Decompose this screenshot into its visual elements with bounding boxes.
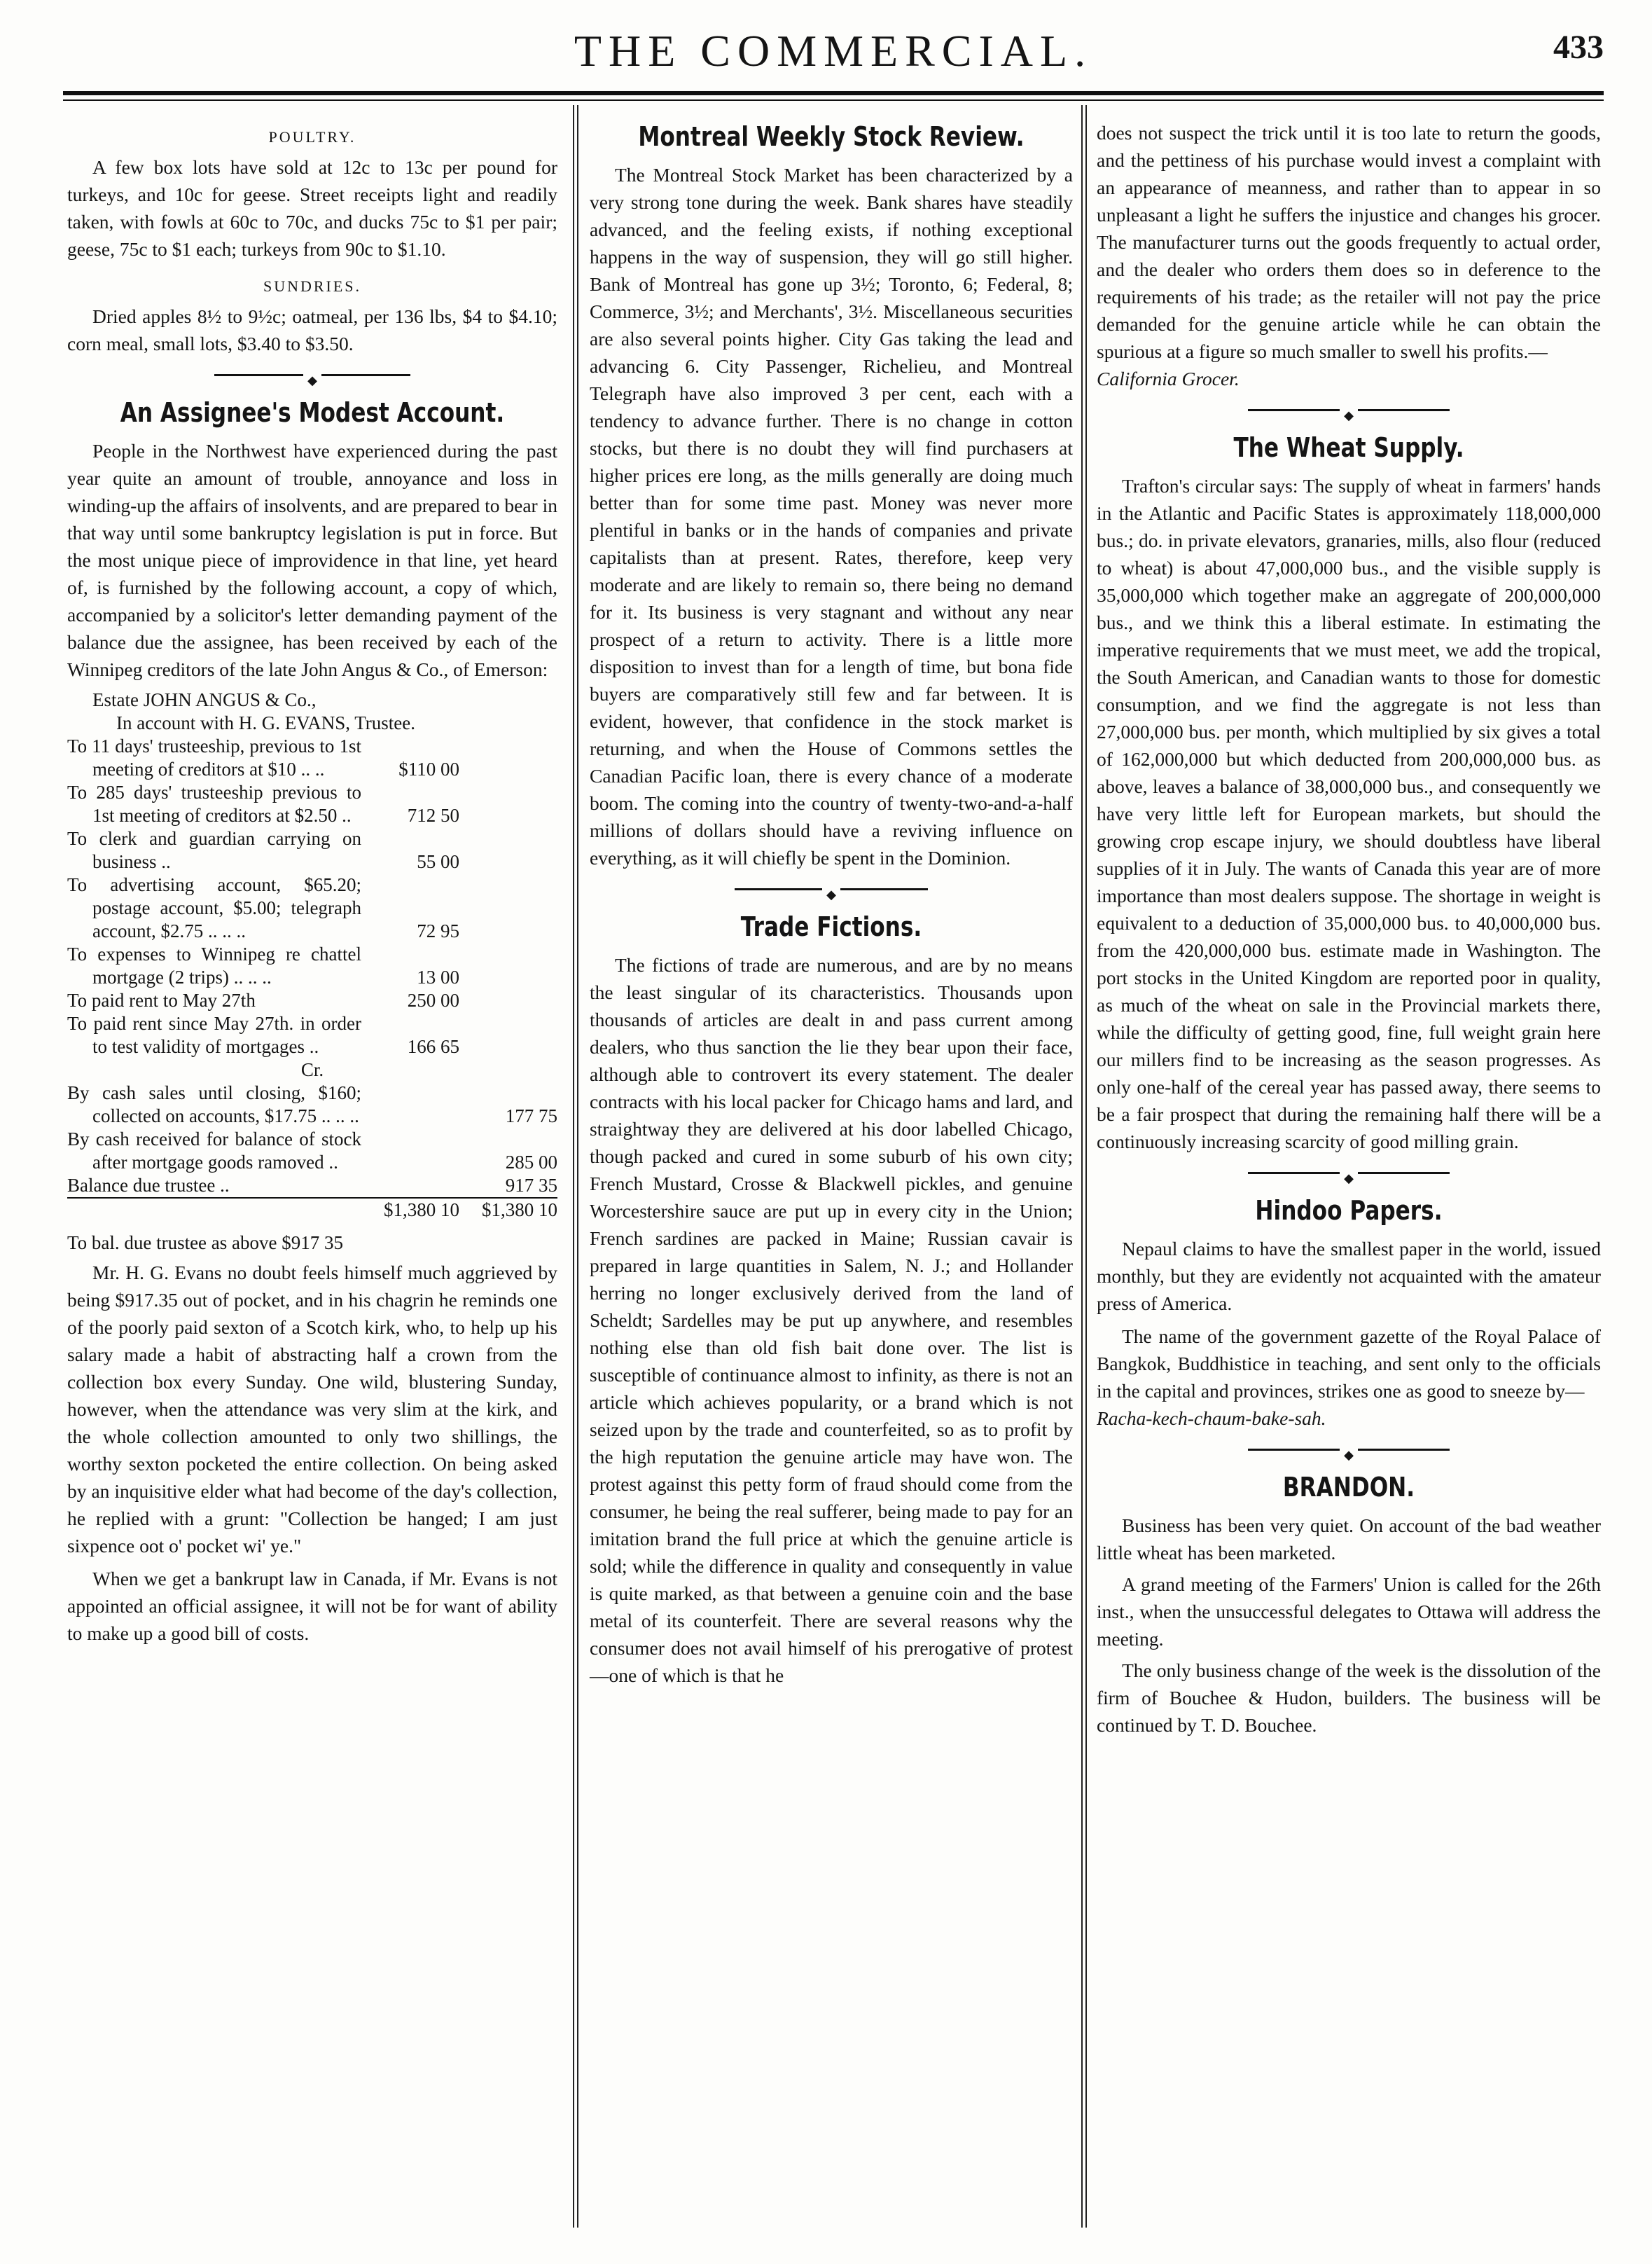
- poultry-paragraph: A few box lots have sold at 12c to 13c per pound for turkeys, and 10c for geese. Street receipts light and readily taken, with fowls at 60c to 70c, and ducks 75c to $1 per pair; geese, 75c to $1 each; turkeys from 90c to $1.10.: [67, 156, 557, 260]
- hindoo-paragraph-1: Nepaul claims to have the smallest paper in the world, issued monthly, but they are evidently not acquainted with the amateur press of America.: [1097, 1238, 1601, 1314]
- account-row-label: By cash sales until closing, $160; collected on accounts, $17.75 .. .. ..: [67, 1082, 361, 1126]
- account-row: [67, 943, 557, 989]
- account-row-credit: [459, 781, 557, 827]
- account-row-credit: 917 35: [505, 1175, 557, 1196]
- account-row-debit: 712 50: [407, 805, 459, 826]
- account-row-credit: [459, 827, 557, 874]
- account-row-label: To paid rent to May 27th: [67, 990, 256, 1011]
- account-table: [67, 735, 557, 1222]
- section-ornament: ◆: [590, 878, 1073, 899]
- newspaper-title: THE COMMERCIAL.: [574, 26, 1093, 76]
- column-3: [1097, 119, 1601, 1739]
- account-row-label: To 285 days' trusteeship previous to 1st meeting of creditors at $2.50 ..: [67, 782, 361, 826]
- section-ornament: ◆: [67, 364, 557, 385]
- section-ornament: ◆: [1097, 399, 1601, 420]
- stock-review-paragraph: The Montreal Stock Market has been characterized by a very strong tone during the week. Bank shares have steadily advanced, and the feeling exists, if nothing exceptional happens in the way of suspension, they will go still higher. Bank of Montreal has gone up 3½; Toronto, 6; Federal, 8; Commerce, 3½; and Merchants', 3½. Miscellaneous securities are also several points higher. City Gas taking the lead and advancing 6. City Passenger, Richelieu, and Montreal Telegraph have also improved 3 per cent, each with a tendency to advance further. There is no change in cotton stocks, but there is no doubt they will find purchasers at higher prices ere long, as the mills generally are doing much better than for some time past. Money was never more plentiful in banks or in the hands of companies and private capitalists than at present. Rates, therefore, keep very moderate and are likely to remain so, there being no demand for it. Its business is very stagnant and without any near prospect of a return to activity. There is a little more disposition to invest than for a length of time, but bona fide buyers are comparatively still few and far between. It is evident, however, that confidence in the stock market is returning, and when the House of Commons settles the Canadian Pacific loan, there is every chance of a moderate boom. The coming into the country of twenty-two-and-a-half millions of dollars should have a reviving influence on everything, as it will chiefly be spent in the Dominion.: [590, 164, 1073, 869]
- section-ornament: ◆: [1097, 1162, 1601, 1183]
- account-row-credit: 177 75: [505, 1105, 557, 1126]
- assignee-paragraph-3: When we get a bankrupt law in Canada, if Mr. Evans is not appointed an official assignee, it will not be for want of ability to make up a good bill of costs.: [67, 1568, 557, 1644]
- account-credit-label: Cr.: [300, 1059, 324, 1080]
- account-row-credit: [459, 943, 557, 989]
- account-row-label: To expenses to Winnipeg re chattel mortgage (2 trips) .. .. ..: [67, 944, 361, 988]
- account-row-label: Balance due trustee ..: [67, 1175, 230, 1196]
- account-row-debit: [361, 1082, 459, 1128]
- column-divider: [1085, 105, 1087, 2228]
- article-headline-stock-review: Montreal Weekly Stock Review.: [638, 121, 1025, 152]
- article-headline-brandon: BRANDON.: [1282, 1472, 1415, 1503]
- brandon-paragraph-1: Business has been very quiet. On account of the bad weather little wheat has been marketed.: [1097, 1514, 1601, 1564]
- assignee-paragraph-1: People in the Northwest have experienced during the past year quite an amount of trouble, annoyance and loss in winding-up the affairs of insolvents, and are prepared to bear in that way until some bankruptcy legislation is put in force. But the most unique piece of improvidence in that line, yet heard of, is furnished by the following account, a copy of which, accompanied by a solicitor's letter demanding payment of the balance due the assignee, has been received by each of the Winnipeg creditors of the late John Angus & Co., of Emerson:: [67, 440, 557, 680]
- trade-fictions-paragraph: The fictions of trade are numerous, and are by no means the least singular of its characteristics. Thousands upon thousands of articles are dealt in and pass current among dealers, who thus sanction the lie they bear upon their face, although able to controvert its every statement. The dealer contracts with his local packer for Chicago hams and lard, and straightway they are delivered at his door labelled Chicago, though packed and cured in some suburb of his own city; French Mustard, Crosse & Blackwell pickles, and genuine Worcestershire sauce are put up in every city in the Union; French sardines are packed in Maine; Russian cavair is prepared in large quantities in Salem, N. J.; and Hollander herring no longer exclusively derived from the land of Scheldt; Sardelles may be put up anywhere, and resembles nothing else than old fish bait done over. The list is susceptible of continuance almost to infinity, as there is not an article which achieves popularity, or a brand which is not seized upon by the trade and counterfeited, so as to profit by the high reputation the genuine article may have won. The protest against this petty form of fraud should come from the consumer, he being the real sufferer, being made to pay for an imitation brand the full price at which the genuine article is sold; while the difference in quality and consequently in value is quite marked, as that between a genuine coin and the base metal of its counterfeit. There are several reasons why the consumer does not avail himself of his prerogative of protest—one of which is that he: [590, 954, 1073, 1686]
- assignee-paragraph-2: Mr. H. G. Evans no doubt feels himself much aggrieved by being $917.35 out of pocket, and in his chagrin he reminds one of the poorly paid sexton of a Scotch kirk, who, to help up his salary made a habit of abstracting half a crown from the collection box every Sunday. One wild, blustering Sunday, however, when the attendance was very slim at the kirk, and the whole collection amounted to only two shillings, the worthy sexton pocketed the entire collection. On being asked by an inquisitive elder what had become of the day's collection, he replied with a grunt: "Collection be hanged; I am just sixpence oot o' pocket wi' ye.": [67, 1262, 557, 1556]
- article-headline-wheat-supply: The Wheat Supply.: [1233, 432, 1464, 463]
- account-row-debit: 166 65: [407, 1036, 459, 1057]
- page-number: 433: [1553, 29, 1604, 66]
- trade-fictions-source: California Grocer.: [1097, 368, 1240, 389]
- account-total-debit: $1,380 10: [361, 1198, 459, 1222]
- account-total-row: [67, 1198, 557, 1222]
- section-subhead-poultry: POULTRY.: [268, 128, 356, 146]
- account-row-label: To advertising account, $65.20; postage account, $5.00; telegraph account, $2.75 .. .. ..: [67, 874, 361, 941]
- account-row-credit: 285 00: [505, 1152, 557, 1173]
- account-header-trustee: In account with H. G. EVANS, Trustee.: [116, 712, 415, 733]
- account-row-debit: 55 00: [417, 851, 459, 872]
- column-1: [67, 119, 557, 1647]
- account-row: [67, 1174, 557, 1198]
- brandon-paragraph-3: The only business change of the week is the dissolution of the firm of Bouchee & Hudon, builders. The business will be continued by T. D. Bouchee.: [1097, 1659, 1601, 1736]
- trade-fictions-continued: does not suspect the trick until it is too late to return the goods, and the pettiness of his purchase would invest a complaint with an appearance of meanness, and rather than to appear in so unpleasant a light he suffers the injustice and changes his grocer. The manufacturer turns out the goods frequently to actual order, and the dealer who orders them does so in deference to the requirements of his trade; as the retailer will not pay the price demanded for the genuine article while he can obtain the spurious at a figure so much smaller to swell his profits.—: [1097, 122, 1601, 362]
- column-divider: [577, 105, 578, 2228]
- account-row: [67, 1128, 557, 1174]
- hindoo-gazette-name: Racha-kech-chaum-bake-sah.: [1097, 1407, 1326, 1429]
- masthead-rule: [63, 91, 1604, 95]
- article-headline-assignee: An Assignee's Modest Account.: [120, 397, 505, 428]
- article-headline-hindoo-papers: Hindoo Papers.: [1255, 1195, 1443, 1226]
- account-balance-line: To bal. due trustee as above $917 35: [67, 1232, 344, 1253]
- account-statement: [67, 689, 557, 1255]
- brandon-paragraph-2: A grand meeting of the Farmers' Union is called for the 26th inst., when the unsuccessful delegates to Ottawa will address the meeting.: [1097, 1573, 1601, 1650]
- account-row: [67, 989, 557, 1012]
- account-row-credit: [459, 735, 557, 781]
- hindoo-paragraph-2: The name of the government gazette of the Royal Palace of Bangkok, Buddhistice in teaching, and sent only to the officials in the capital and provinces, strikes one as good to sneeze by—: [1097, 1325, 1601, 1402]
- account-row-debit: [361, 1174, 459, 1198]
- sundries-paragraph: Dried apples 8½ to 9½c; oatmeal, per 136 lbs, $4 to $4.10; corn meal, small lots, $3.40 to $3.50.: [67, 305, 557, 354]
- account-row-label: By cash received for balance of stock after mortgage goods ramoved ..: [67, 1128, 361, 1173]
- article-headline-trade-fictions: Trade Fictions.: [740, 911, 922, 942]
- account-total-credit: $1,380 10: [459, 1198, 557, 1222]
- account-row: [67, 735, 557, 781]
- account-row-credit: [459, 989, 557, 1012]
- account-row-debit: 72 95: [417, 920, 459, 941]
- column-divider: [1081, 105, 1083, 2228]
- account-row: [67, 827, 557, 874]
- account-row-debit: $110 00: [398, 759, 459, 780]
- account-row-debit: [361, 1128, 459, 1174]
- account-row: [67, 1082, 557, 1128]
- account-header-estate: Estate JOHN ANGUS & Co.,: [92, 689, 317, 710]
- masthead-rule-thin: [63, 99, 1604, 101]
- wheat-supply-paragraph: Trafton's circular says: The supply of wheat in farmers' hands in the Atlantic and Pacific States is approximately 118,000,000 bus.; do. in private elevators, granaries, mills, also flour (reduced to wheat) is about 47,000,000 bus., and the visible supply is 35,000,000 which together make an aggregate of 200,000,000 bus., and we think this a liberal estimate. In estimating the imperative requirements that we must meet, we add the tropical, the South American, and Canadian wants to those for domestic consumption, and we find the aggregate is not less than 27,000,000 bus. per month, which multiplied by six gives a total of 162,000,000 but which deducted from 200,000,000 bus. as above, leaves a balance of 38,000,000 bus., and consequently we have very little left for European markets, but should the growing crop escape injury, we should doubtless have liberal supplies of it in July. The wants of Canada this year are of more importance than most dealers suppose. The shortage in weight is equivalent to a deduction of 35,000,000 bus. to 40,000,000 bus. from the 420,000,000 bus. estimate made in Washington. The port stocks in the United Kingdom are reported poor in quality, as much of the wheat on sale in the Provincial markets there, while the difficulty of getting good, fine, full weight grain here our millers find to be increasing as the season progresses. As only one-half of the cereal year has passed away, there seems to be a fair prospect that during the remaining half there will be a continuously increasing scarcity of good milling grain.: [1097, 475, 1601, 1152]
- account-row-label: To paid rent since May 27th. in order to test validity of mortgages ..: [67, 1013, 361, 1057]
- section-ornament: ◆: [1097, 1439, 1601, 1460]
- column-divider: [573, 105, 574, 2228]
- section-subhead-sundries: SUNDRIES.: [263, 277, 362, 295]
- account-row-credit: [459, 874, 557, 943]
- account-row-label: To clerk and guardian carrying on business ..: [67, 828, 361, 872]
- account-row-debit: 250 00: [407, 990, 459, 1011]
- account-row: [67, 874, 557, 943]
- account-row: [67, 1012, 557, 1058]
- account-row: [67, 781, 557, 827]
- account-row-debit: 13 00: [417, 967, 459, 988]
- account-row-credit: [459, 1012, 557, 1058]
- account-row-label: To 11 days' trusteeship, previous to 1st meeting of creditors at $10 .. ..: [67, 736, 361, 780]
- column-2: [590, 119, 1073, 1689]
- masthead: [63, 21, 1604, 84]
